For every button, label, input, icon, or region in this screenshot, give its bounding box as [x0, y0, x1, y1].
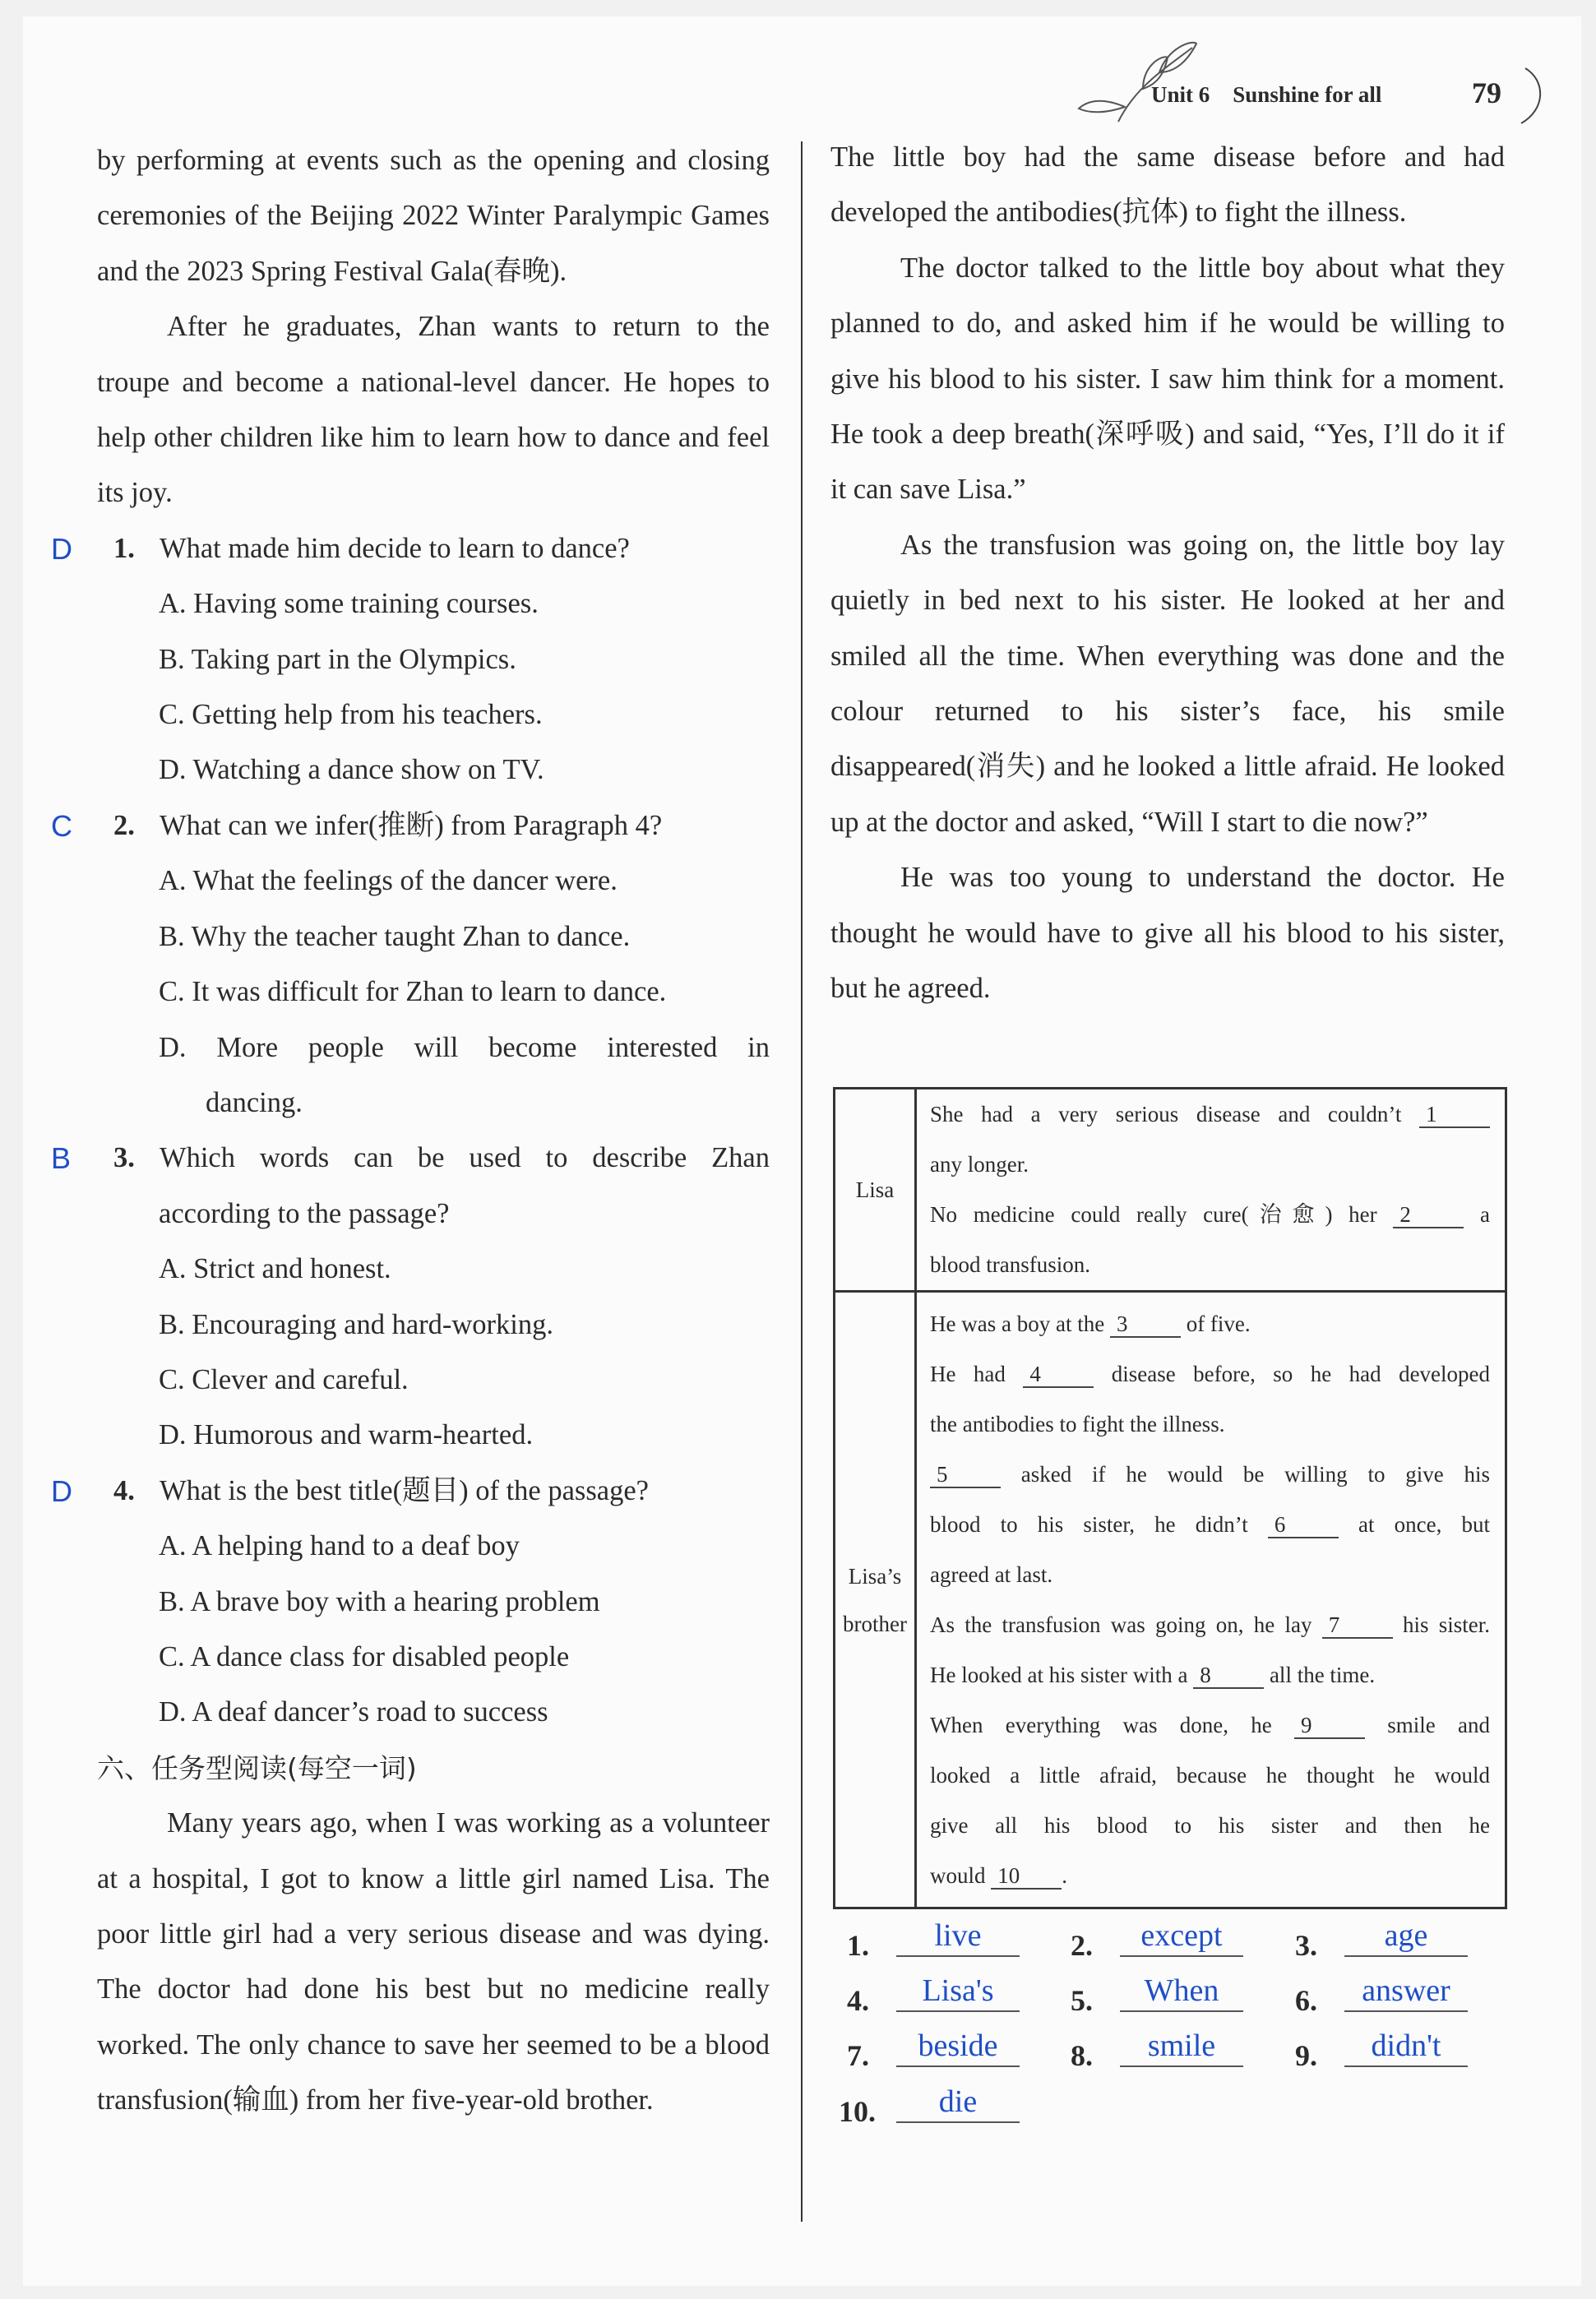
- answer-value: except: [1120, 1916, 1243, 1957]
- blank-9: 9: [1294, 1713, 1365, 1739]
- answer-number: 8.: [1071, 2039, 1093, 2072]
- option: B. A brave boy with a hearing problem: [159, 1585, 600, 1617]
- option: C. Clever and careful.: [159, 1363, 409, 1395]
- answer-number: 6.: [1295, 1984, 1317, 2017]
- cell-text: He looked at his sister with a: [930, 1662, 1188, 1687]
- paragraph: After he graduates, Zhan wants to return to the troupe and become a national-level dancer. He hopes to help other children like him to learn how to dance and feel its joy.: [97, 311, 770, 509]
- blank-1: 1: [1419, 1102, 1490, 1128]
- row-content: [916, 1089, 1506, 1292]
- cell-text: When everything was done, he: [930, 1712, 1272, 1737]
- cell-text: disease before, so he had developed: [1111, 1361, 1491, 1386]
- paragraph: He was too young to understand the doctor. He thought he would have to give all his blood to his sister, but he agreed.: [830, 862, 1505, 1005]
- answer-value: When: [1120, 1971, 1243, 2012]
- cell-text: He was a boy at the: [930, 1311, 1105, 1336]
- option: B. Why the teacher taught Zhan to dance.: [159, 920, 631, 952]
- answer-number: 1.: [847, 1929, 869, 1962]
- blank-10: 10: [991, 1863, 1062, 1890]
- answer-number: 4.: [847, 1984, 869, 2017]
- option: B. Taking part in the Olympics.: [159, 643, 516, 675]
- left-column: [51, 133, 770, 2129]
- option: A. A helping hand to a deaf boy: [159, 1530, 520, 1562]
- cell-text: would: [930, 1862, 986, 1888]
- cell-text: a: [1480, 1202, 1491, 1227]
- question-4: [51, 1464, 770, 1741]
- question-stem-continued: according to the passage?: [159, 1197, 450, 1229]
- blank-6: 6: [1268, 1512, 1339, 1538]
- cell-text: asked if he would be willing to give his: [1020, 1461, 1491, 1487]
- cell-text: give all his blood to his sister and then he: [930, 1812, 1490, 1838]
- small-leaf-icon: [1077, 97, 1126, 117]
- answer-number: 7.: [847, 2039, 869, 2072]
- cell-text: agreed at last.: [930, 1561, 1053, 1587]
- question-stem: What made him decide to learn to dance?: [160, 532, 630, 564]
- cell-text: at once, but: [1358, 1511, 1490, 1537]
- cell-text: any longer.: [930, 1152, 1029, 1177]
- option: D. Humorous and warm-hearted.: [159, 1419, 534, 1451]
- row-label-line: Lisa’s: [848, 1563, 902, 1589]
- answer-value: answer: [1344, 1971, 1468, 2012]
- question-2: [51, 798, 770, 1131]
- row-label: [835, 1292, 916, 1908]
- row-label: Lisa: [835, 1089, 916, 1292]
- question-number: 4.: [113, 1474, 135, 1506]
- cell-text: She had a very serious disease and couldn’t: [930, 1102, 1402, 1126]
- paragraph: As the transfusion was going on, the little boy lay quietly in bed next to his sister. He looked at her and smiled all the time. When everything was done and the colour returned to his sister’s face, his smile disappeared(消失) and he looked a little afraid. He looked up at the doctor and asked, “Will I start to die now?”: [830, 529, 1505, 838]
- cell-text: He had: [930, 1361, 1006, 1386]
- answer-value: live: [896, 1916, 1020, 1957]
- answer-value: smile: [1120, 2026, 1243, 2067]
- row-label-line: brother: [843, 1611, 907, 1636]
- question-number: 2.: [113, 809, 135, 841]
- answer-mark: D: [51, 1473, 72, 1508]
- answer-number: 3.: [1295, 1929, 1317, 1962]
- question-1: [51, 521, 770, 798]
- answer-value: die: [896, 2082, 1020, 2123]
- answer-value: beside: [896, 2026, 1020, 2067]
- option: C. It was difficult for Zhan to learn to dance.: [159, 976, 667, 1008]
- answer-number: 9.: [1295, 2039, 1317, 2072]
- blank-7: 7: [1322, 1612, 1393, 1639]
- cell-text: looked a little afraid, because he thought he would: [930, 1762, 1490, 1788]
- option-continued: dancing.: [206, 1086, 303, 1118]
- blank-3: 3: [1110, 1311, 1181, 1338]
- cell-text: his sister.: [1403, 1612, 1491, 1637]
- cell-text: of five.: [1186, 1311, 1251, 1336]
- paragraph: The little boy had the same disease before and had developed the antibodies(抗体) to fight the illness.: [830, 141, 1505, 229]
- paragraph: Many years ago, when I was working as a volunteer at a hospital, I got to know a little girl named Lisa. The poor little girl had a very serious disease and was dying. The doctor had done his best but no medicine really worked. The only chance to save her seemed to be a blood transfusion(输血) from her five-year-old brother.: [97, 1807, 770, 2116]
- answer-mark: C: [51, 808, 72, 843]
- option: D. Watching a dance show on TV.: [159, 754, 544, 786]
- question-stem: Which words can be used to describe Zhan: [160, 1142, 770, 1174]
- cell-text: blood transfusion.: [930, 1252, 1090, 1277]
- question-stem: What is the best title(题目) of the passage?: [160, 1474, 649, 1506]
- blank-4: 4: [1023, 1362, 1094, 1388]
- page-number-swoosh-icon: [1476, 64, 1550, 130]
- option: A. What the feelings of the dancer were.: [159, 865, 618, 897]
- answer-mark: D: [51, 531, 72, 566]
- blank-2: 2: [1393, 1202, 1464, 1228]
- answer-number: 10.: [839, 2095, 876, 2128]
- option: D. A deaf dancer’s road to success: [159, 1696, 548, 1728]
- cell-text: blood to his sister, he didn’t: [930, 1511, 1248, 1537]
- paragraph: The doctor talked to the little boy about what they planned to do, and asked him if he would be willing to give his blood to his sister. I saw him think for a moment. He took a deep breath(深呼吸) and said, “Yes, I’ll do it if it can save Lisa.”: [830, 252, 1505, 506]
- question-3: [51, 1131, 770, 1463]
- right-column: [830, 130, 1505, 1017]
- table-row: [835, 1089, 1506, 1292]
- blank-5: 5: [930, 1462, 1001, 1488]
- question-number: 1.: [113, 532, 135, 564]
- unit-label: Unit 6: [1151, 82, 1210, 107]
- option: C. A dance class for disabled people: [159, 1640, 570, 1672]
- option: A. Having some training courses.: [159, 588, 539, 620]
- option: A. Strict and honest.: [159, 1253, 391, 1285]
- question-number: 3.: [113, 1142, 135, 1174]
- unit-title: Sunshine for all: [1233, 82, 1382, 107]
- option: D. More people will become interested in: [159, 1031, 770, 1063]
- running-header: [1151, 82, 1404, 108]
- answer-value: age: [1344, 1916, 1468, 1957]
- answer-number: 5.: [1071, 1984, 1093, 2017]
- table-row: [835, 1292, 1506, 1908]
- blank-8: 8: [1193, 1663, 1264, 1689]
- column-divider: [801, 141, 803, 2222]
- cell-text: .: [1062, 1862, 1067, 1888]
- answer-value: didn't: [1344, 2026, 1468, 2067]
- row-content: [916, 1292, 1506, 1908]
- answer-number: 2.: [1071, 1929, 1093, 1962]
- cell-text: the antibodies to fight the illness.: [930, 1411, 1225, 1436]
- cell-text: all the time.: [1269, 1662, 1376, 1687]
- answer-value: Lisa's: [896, 1971, 1020, 2012]
- question-stem: What can we infer(推断) from Paragraph 4?: [160, 809, 663, 841]
- page-number: 79: [1472, 76, 1501, 109]
- paragraph: by performing at events such as the opening and closing ceremonies of the Beijing 2022 Winter Paralympic Games and the 2023 Spring Festival Gala(春晚).: [97, 145, 770, 287]
- section-heading: 六、任务型阅读(每空一词): [97, 1751, 417, 1784]
- task-table: [833, 1087, 1507, 1909]
- answer-mark: B: [51, 1141, 72, 1176]
- cell-text: As the transfusion was going on, he lay: [930, 1612, 1312, 1637]
- cell-text: smile and: [1387, 1712, 1491, 1737]
- option: C. Getting help from his teachers.: [159, 699, 543, 731]
- option: B. Encouraging and hard-working.: [159, 1308, 554, 1340]
- cell-text: No medicine could really cure(治愈) her: [930, 1202, 1377, 1227]
